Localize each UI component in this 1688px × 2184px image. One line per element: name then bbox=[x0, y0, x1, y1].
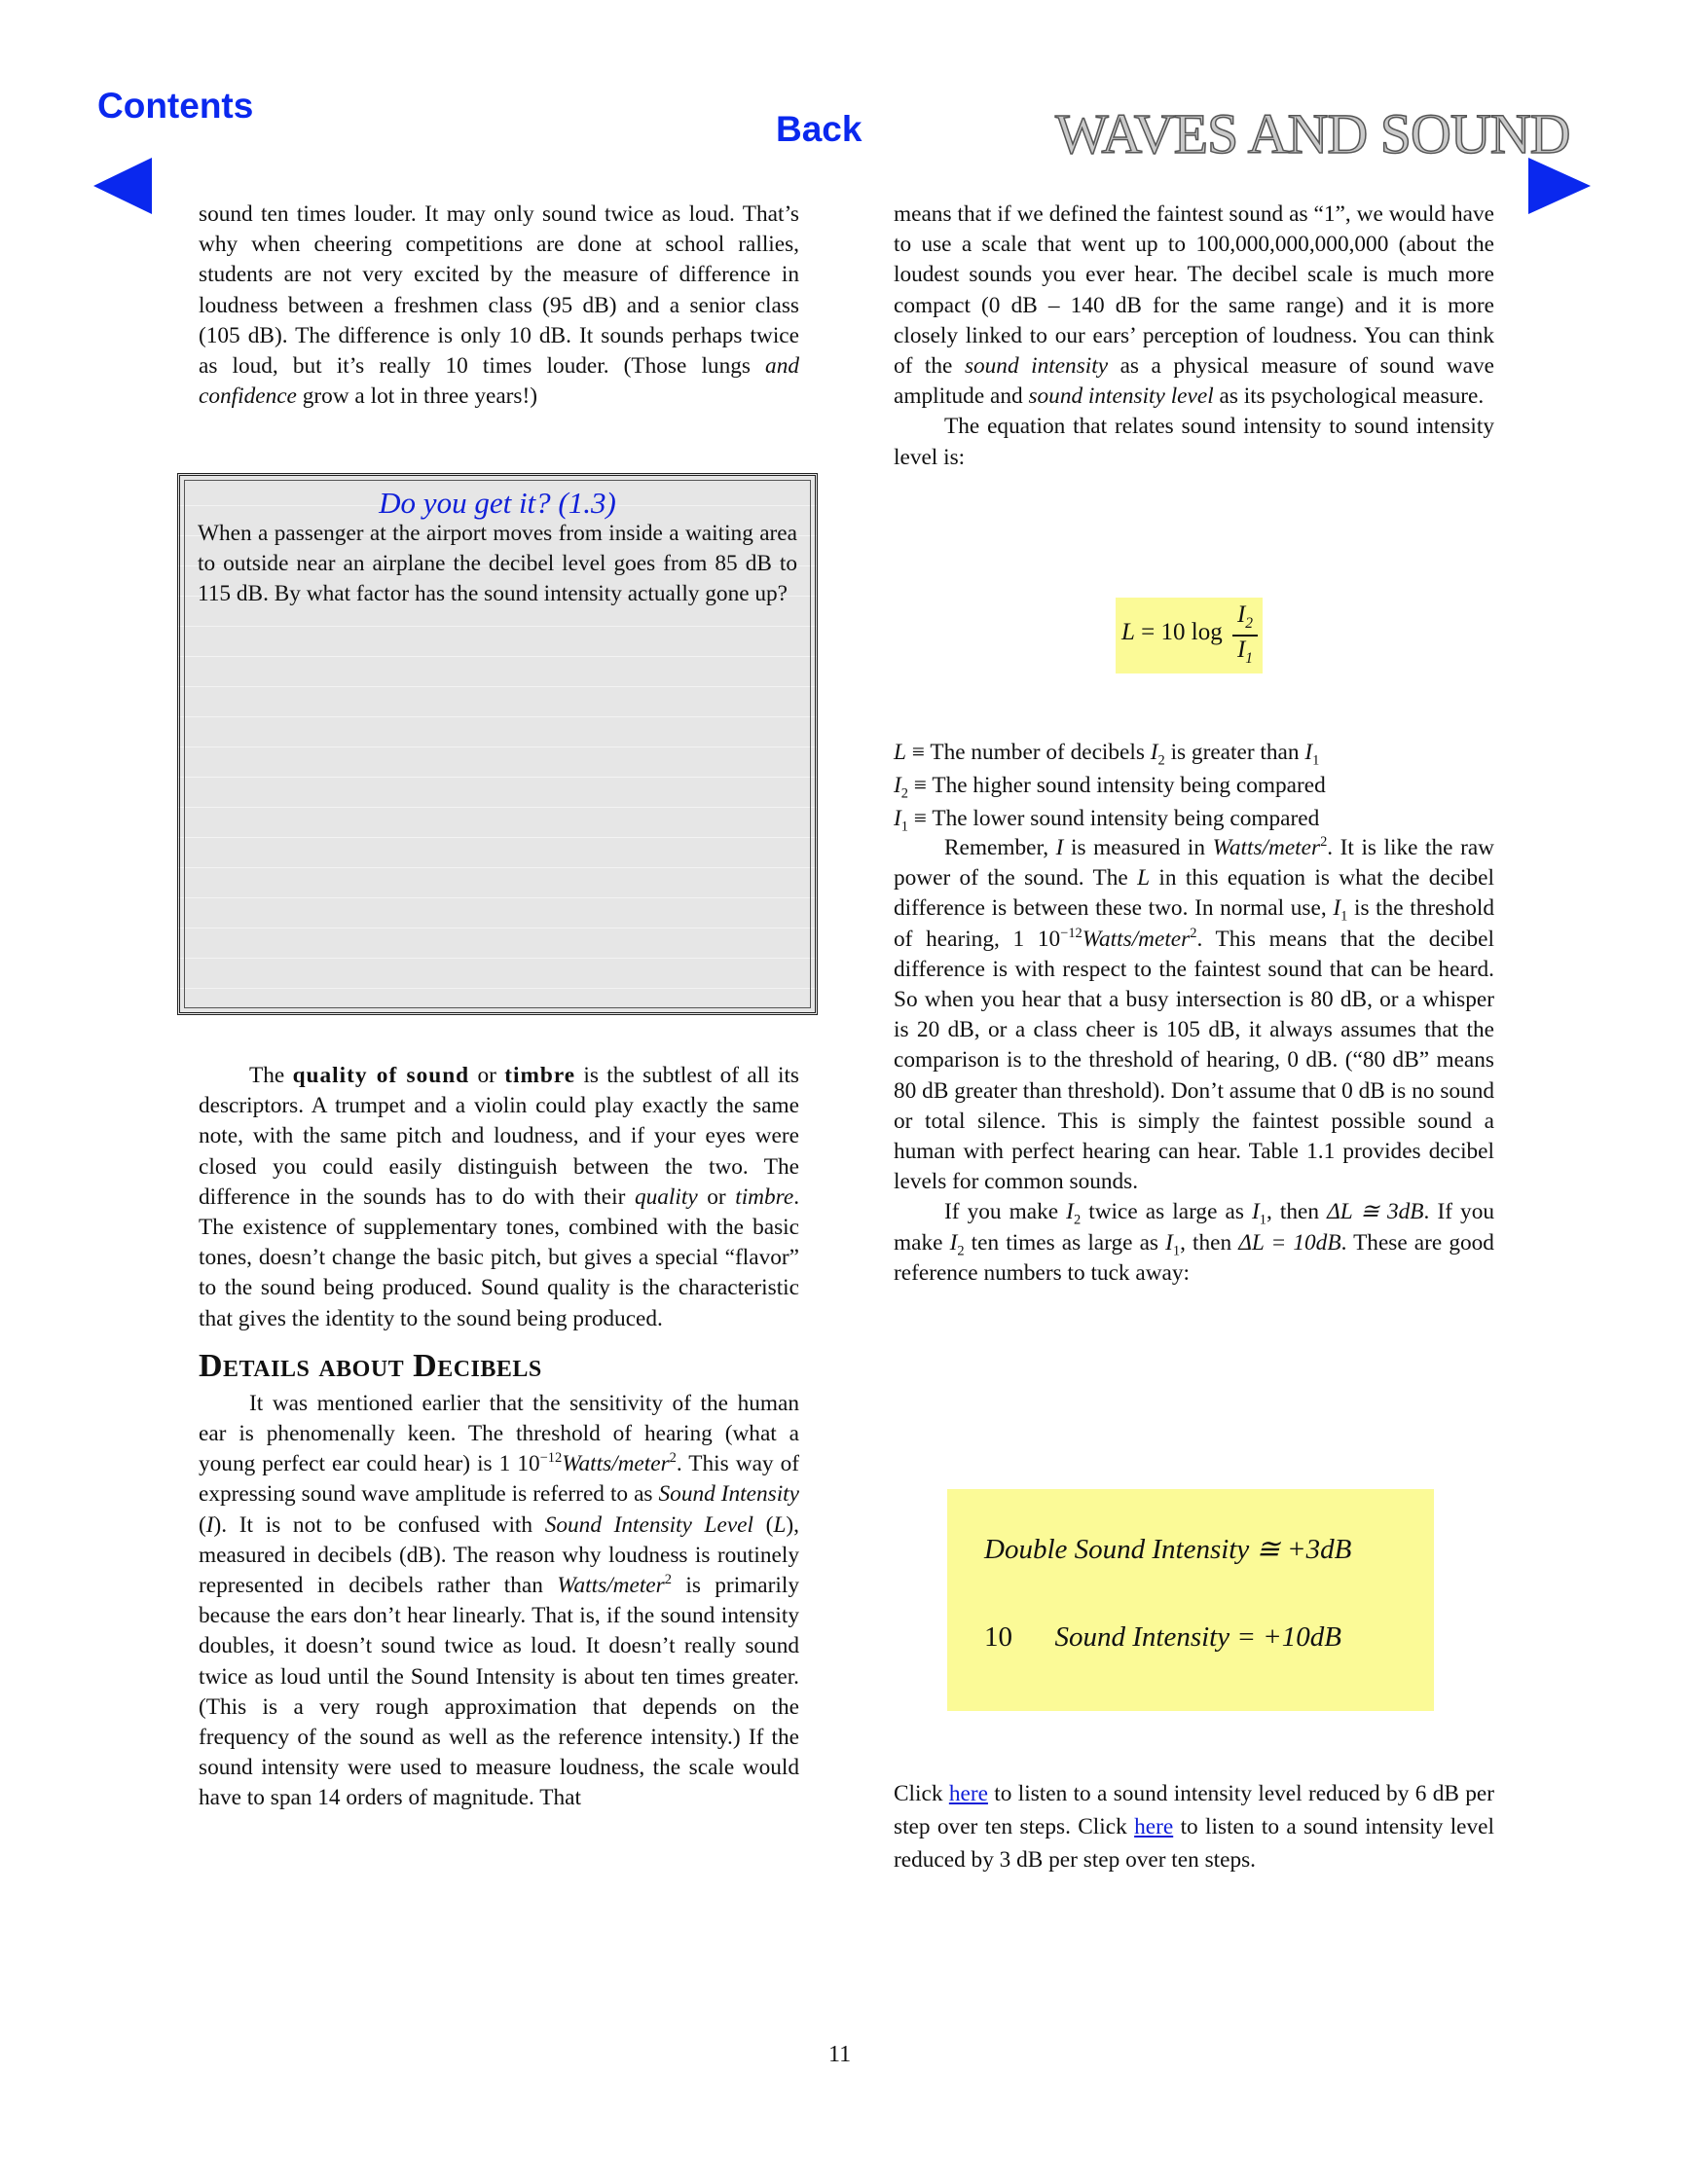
left-arrow-icon[interactable] bbox=[93, 158, 152, 214]
paragraph-timbre: The quality of sound or timbre is the subtlest of all its descriptors. A trumpet and a violin could play exactly the same note, with the same pitch and loudness, and if your eyes were closed you could easily distinguish between the two. The difference in the sounds has to do with their quality or timbre. The existence of supplementary tones, combined with the basic tones, doesn’t change the basic pitch, but gives a special “flavor” to the sound being produced. Sound quality is the characteristic that gives the identity to the sound being produced. bbox=[199, 1063, 800, 1331]
equation-lhs: L = 10 log bbox=[1121, 619, 1223, 645]
page-number: 11 bbox=[828, 2042, 852, 2067]
right-column-top bbox=[894, 200, 1494, 473]
header-title: WAVES AND SOUND bbox=[1055, 102, 1570, 165]
definition-I2: $I_2$ ≡ The higher sound intensity being compared bbox=[894, 773, 1326, 802]
equation-denominator: $I_1$ bbox=[1236, 637, 1254, 667]
paragraph-click: Click here to listen to a sound intensity level reduced by 6 dB per step over ten steps. Click here to listen to a sound intensity level reduced by 3 dB per step over ten steps. bbox=[894, 1781, 1494, 1873]
question-box-text: When a passenger at the airport moves from inside a waiting area to outside near an airplane the decibel level goes from 85 dB to 115 dB. By what factor has the sound intensity actually gone up? bbox=[198, 521, 797, 607]
back-link[interactable]: Back bbox=[776, 109, 862, 149]
paragraph-decibels: It was mentioned earlier that the sensitivity of the human ear is phenomenally keen. The threshold of hearing (what a young perfect ear could hear) is 1 $10^{-12}Watts/meter^2$. This way of expressing sound wave amplitude is referred to as Sound Intensity (I). It is not to be confused with Sound Intensity Level (L), measured in decibels (dB). The reason why loudness is routinely represented in decibels rather than Watts/meter$^2$ is primarily because the ears don’t hear linearly. That is, if the sound intensity doubles, it doesn’t sound twice as loud. It doesn’t really sound twice as loud until the Sound Intensity is about ten times greater. (This is a very rough approximation that depends on the frequency of the sound as well as the reference intensity.) If the sound intensity were used to measure loudness, the scale would have to span 14 orders of magnitude. That bbox=[199, 1390, 799, 1811]
listen-link-3db[interactable]: here bbox=[1134, 1814, 1174, 1839]
paragraph-reference: If you make $I_2$ twice as large as $I_1$, then ΔL ≅ 3dB. If you make $I_2$ ten times as large as $I_1$, then ΔL = 10dB. These are good reference numbers to tuck away: bbox=[894, 1199, 1494, 1286]
definitions-list bbox=[894, 736, 1497, 835]
definition-I1: $I_1$ ≡ The lower sound intensity being compared bbox=[894, 806, 1320, 835]
left-column-bottom bbox=[199, 1061, 799, 1814]
equation-ten-times: 10 Sound Intensity = +10dB bbox=[984, 1621, 1341, 1653]
paragraph-equation-intro: The equation that relates sound intensity to sound intensity level is: bbox=[894, 414, 1494, 470]
right-column-bottom bbox=[894, 1777, 1494, 1876]
paragraph-continued: sound ten times louder. It may only sound twice as loud. That’s why when cheering competitions are done at school rallies, students are not very excited by the measure of difference in loudness between a freshmen class (95 dB) and a senior class (105 dB). The difference is only 10 dB. It sounds perhaps twice as loud, but it’s really 10 times louder. (Those lungs and confidence grow a lot in three years!) bbox=[199, 201, 799, 410]
paragraph-scale: means that if we defined the faintest sound as “1”, we would have to use a scale that went up to 100,000,000,000,000 (about the loudest sounds you ever hear. The decibel scale is much more compact (0 dB – 140 dB for the same range) and it is more closely linked to our ears’ perception of loudness. You can think of the sound intensity as a physical measure of sound wave amplitude and sound intensity level as its psychological measure. bbox=[894, 201, 1494, 410]
section-heading: Details about Decibels bbox=[199, 1347, 542, 1384]
paragraph-remember: Remember, I is measured in Watts/meter$^2$. It is like the raw power of the sound. The L in this equation is what the decibel difference is between these two. In normal use, $I_1$ is the threshold of hearing, 1 $10^{-12}Watts/meter^2$. This means that the decibel difference is with respect to the faintest sound that can be heard. So when you hear that a busy intersection is 80 dB, or a whisper is 20 dB, or a class cheer is 105 dB, it always assumes that the comparison is to the threshold of hearing, 0 dB. (“80 dB” means 80 dB greater than threshold). Don’t assume that 0 dB is no sound or total silence. This is simply the faintest possible sound a human with perfect hearing can hear. Table 1.1 provides decibel levels for common sounds. bbox=[894, 834, 1494, 1195]
right-column-middle bbox=[894, 833, 1494, 1289]
definition-L: L ≡ The number of decibels $I_2$ is greater than $I_1$ bbox=[894, 740, 1320, 769]
listen-link-6db[interactable]: here bbox=[948, 1781, 988, 1806]
question-box bbox=[177, 473, 818, 1015]
contents-link[interactable]: Contents bbox=[97, 86, 254, 126]
reference-equations-box bbox=[947, 1489, 1434, 1711]
equation-numerator: $I_2$ bbox=[1236, 601, 1254, 632]
equation-double: Double Sound Intensity ≅ +3dB bbox=[984, 1534, 1352, 1565]
equation-box bbox=[1116, 598, 1263, 673]
question-box-title: Do you get it? (1.3) bbox=[379, 486, 616, 520]
left-column-top bbox=[199, 200, 799, 412]
